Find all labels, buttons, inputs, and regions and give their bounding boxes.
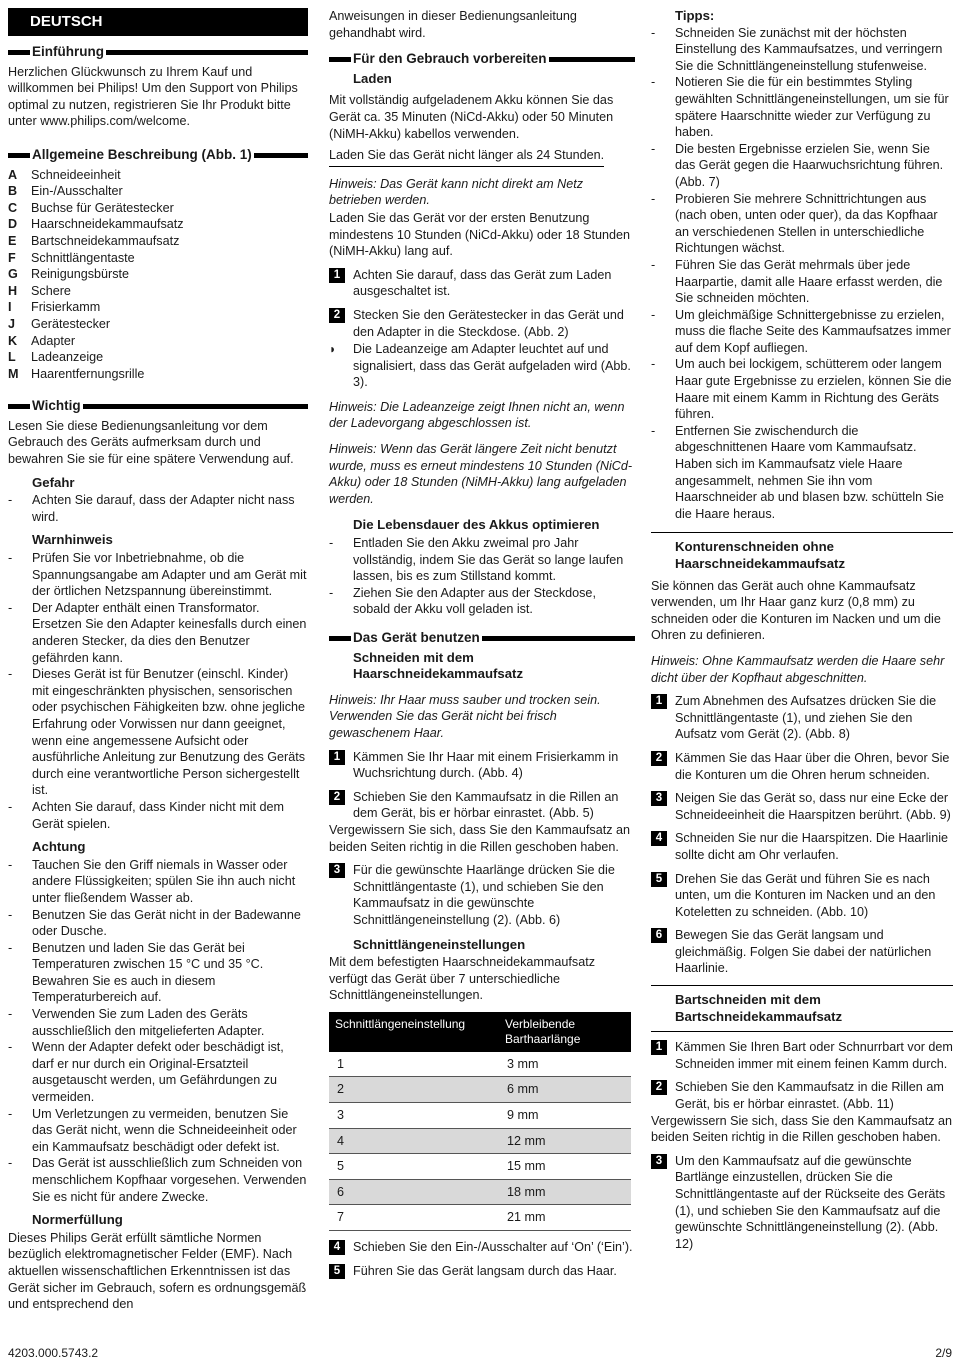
step-number: 4 — [651, 831, 667, 846]
step-text: Schieben Sie den Kammaufsatz in die Rillen am Gerät, bis er hörbar einrastet. (Abb. 11) — [675, 1080, 944, 1112]
setting-cell: 7 — [329, 1205, 499, 1231]
step-text: Kämmen Sie Ihren Bart oder Schnurrbart vor dem Schneiden immer mit einem feinen Kamm durch. — [675, 1040, 953, 1071]
continued-text: Anweisungen in dieser Bedienungsanleitung gehandhabt wird. — [329, 9, 577, 40]
language-heading: DEUTSCH — [8, 8, 308, 36]
list-item: - Achten Sie darauf, dass Kinder nicht mit dem Gerät spielen. — [8, 799, 308, 832]
part-item — [8, 233, 308, 250]
part-label: Ladeanzeige — [31, 350, 104, 365]
note-no-comb: Hinweis: Ohne Kammaufsatz werden die Haare sehr dicht über der Kopfhaut abgeschnitten. — [651, 653, 945, 685]
setting-cell: 4 — [329, 1128, 499, 1154]
use-heading: Das Gerät benutzen — [329, 630, 635, 647]
list-item: - Um auch bei lockigem, schütterem oder langem Haar gute Ergebnisse zu erzielen, können Sie die Haare mit einem Kamm in Richtung des Geräts führen. — [651, 356, 953, 422]
list-item: - Führen Sie das Gerät mehrmals über jede Haarpartie, damit alle Haare erfasst werden, die Sie schneiden möchten. — [651, 257, 953, 307]
part-item — [8, 183, 308, 200]
list-item: - Entladen Sie den Akku zweimal pro Jahr vollständig, indem Sie das Gerät so lange laufen lassen, bis es zum Stillstand kommt. — [329, 535, 635, 585]
step-number: 6 — [651, 928, 667, 943]
step-number: 3 — [651, 791, 667, 806]
table-row — [329, 1154, 631, 1180]
step-text: Bewegen Sie das Gerät langsam und gleichmäßig. Folgen Sie dabei der natürlichen Haarlinie. — [675, 928, 932, 976]
setting-cell: 2 — [329, 1077, 499, 1103]
part-label: Buchse für Gerätestecker — [31, 200, 174, 215]
part-item — [8, 366, 308, 383]
part-letter: I — [8, 300, 12, 315]
warning-list — [8, 550, 308, 832]
part-label: Haarschneidekammaufsatz — [31, 217, 184, 232]
list-item: - Verwenden Sie zum Laden des Geräts ausschließlich den mitgelieferten Adapter. — [8, 1006, 308, 1039]
step-number: 2 — [651, 751, 667, 766]
step-item — [651, 871, 953, 921]
part-item — [8, 316, 308, 333]
part-letter: G — [8, 267, 18, 282]
note-recharge: Hinweis: Wenn das Gerät längere Zeit nicht benutzt wurde, muss es erneut mindestens 10 Stunden (NiCd-Akku) oder 18 Stunden (NiMH-Akku) lang aufgeladen werden. — [329, 442, 633, 506]
beard-steps — [651, 1039, 953, 1112]
part-letter: C — [8, 200, 18, 215]
divider — [651, 985, 953, 986]
document-code: 4203.000.5743.2 — [8, 1346, 99, 1360]
emf-heading: Normerfüllung — [32, 1212, 123, 1228]
part-label: Frisierkamm — [31, 300, 101, 315]
part-label: Gerätestecker — [31, 316, 111, 331]
list-item: - Um gleichmäßige Schnittergebnisse zu erzielen, muss die flache Seite des Kammaufsatzes immer auf dem Kopf aufliegen. — [651, 307, 953, 357]
list-item: - Benutzen Sie das Gerät nicht in der Badewanne oder Dusche. — [8, 907, 308, 940]
setting-cell: 3 — [329, 1103, 499, 1129]
step-item — [329, 267, 635, 300]
important-text: Lesen Sie diese Bedienungsanleitung vor dem Gebrauch des Geräts aufmerksam durch und bewahren Sie sie für eine spätere Verwendung auf. — [8, 418, 294, 467]
cutting-steps — [329, 749, 635, 822]
step-item — [651, 1079, 953, 1112]
table-row — [329, 1128, 631, 1154]
charging-warning: Laden Sie das Gerät nicht länger als 24 Stunden. — [329, 147, 604, 167]
page-footer — [8, 1345, 952, 1362]
intro-text: Herzlichen Glückwunsch zu Ihrem Kauf und willkommen bei Philips! Um den Support von Philips optimal zu nutzen, registrieren Sie Ihr Produkt bitte unter www.philips.com/welcome. — [8, 64, 298, 129]
part-letter: J — [8, 316, 16, 331]
battery-heading: Die Lebensdauer des Akkus optimieren — [353, 517, 600, 533]
table-row — [329, 1077, 631, 1103]
part-letter: L — [8, 350, 16, 365]
part-item — [8, 167, 308, 184]
list-item: - Ziehen Sie den Adapter aus der Steckdose, sobald der Akku voll geladen ist. — [329, 585, 635, 618]
table-row — [329, 1052, 631, 1077]
column-3 — [651, 8, 953, 1252]
step-item — [651, 693, 953, 743]
list-item: - Tauchen Sie den Griff niemals in Wasser oder andere Flüssigkeiten; spülen Sie ihn auch nicht unter fließendem Wasser ab. — [8, 857, 308, 907]
step-item — [329, 1239, 635, 1256]
step-item — [329, 749, 635, 782]
step-number: 5 — [651, 872, 667, 887]
step-text: Neigen Sie das Gerät so, dass nur eine Ecke der Schneideeinheit die Haarspitzen berührt. (Abb. 9) — [675, 791, 951, 822]
step-item — [329, 789, 635, 822]
step-item — [651, 750, 953, 783]
charging-heading: Laden — [353, 70, 392, 86]
tips-heading: Tipps: — [675, 8, 715, 23]
step-text: Schieben Sie den Kammaufsatz in die Rillen an dem Gerät, bis er hörbar einrastet. (Abb. 5) — [353, 789, 619, 821]
danger-list — [8, 492, 308, 525]
length-cell: 18 mm — [499, 1179, 631, 1205]
first-charge-text: Laden Sie das Gerät vor der ersten Benutzung mindestens 10 Stunden (NiCd-Akku) oder 18 Stunden (NiMH-Akku) lang auf. — [329, 210, 631, 259]
warning-heading: Warnhinweis — [32, 532, 113, 548]
length-cell: 12 mm — [499, 1128, 631, 1154]
part-item — [8, 283, 308, 300]
parts-list — [8, 167, 308, 383]
step-item — [329, 307, 635, 340]
list-item: - Wenn der Adapter defekt oder beschädigt ist, darf er nur durch ein Original-Ersatzteil ausgetauscht werden, um Gefährdungen zu vermeiden. — [8, 1039, 308, 1105]
table-header-length: Verbleibende Barthaarlänge — [499, 1012, 631, 1052]
part-item — [8, 266, 308, 283]
step-number: 1 — [651, 1040, 667, 1055]
settings-table — [329, 1012, 631, 1231]
part-letter: H — [8, 283, 18, 298]
cutting-step-3: 3 Für die gewünschte Haarlänge drücken Sie die Schnittlängentaste (1), und schieben Sie den Kammaufsatz in die gewünschte Schnittlängeneinstellung (2). (Abb. 6) — [329, 862, 635, 928]
list-item: - Das Gerät ist ausschließlich zum Schneiden von menschlichem Kopfhaar vorgesehen. Verwenden Sie es nicht für andere Zwecke. — [8, 1155, 308, 1205]
part-item — [8, 333, 308, 350]
part-letter: M — [8, 366, 19, 381]
table-header-setting: Schnittlängeneinstellung — [329, 1012, 499, 1052]
danger-heading: Gefahr — [32, 474, 75, 490]
step-text: Kämmen Sie Ihr Haar mit einem Frisierkamm in Wuchsrichtung durch. (Abb. 4) — [353, 749, 619, 781]
step-text: Schneiden Sie nur die Haarspitzen. Die Haarlinie sollte dicht am Ohr verlaufen. — [675, 831, 949, 862]
part-letter: K — [8, 333, 18, 348]
length-cell: 3 mm — [499, 1052, 631, 1077]
beard-heading: Bartschneiden mit dem Bartschneidekammaufsatz — [675, 992, 843, 1024]
note-hair-clean: Hinweis: Ihr Haar muss sauber und trocken sein. Verwenden Sie das Gerät nicht bei frisch gewaschenem Haar. — [329, 692, 601, 740]
part-label: Haarentfernungsrille — [31, 366, 145, 381]
list-item: - Achten Sie darauf, dass der Adapter nicht nass wird. — [8, 492, 308, 525]
length-cell: 6 mm — [499, 1077, 631, 1103]
caution-heading: Achtung — [32, 839, 86, 855]
emf-text: Dieses Philips Gerät erfüllt sämtliche Normen bezüglich elektromagnetischer Felder (EMF). Nach aktuellen wissenschaftlichen Erkenntnissen ist das Gerät sicher im Gebrauch, sofern es ordnungsgemäß und entsprechend den — [8, 1230, 307, 1312]
step-number: 2 — [329, 790, 345, 805]
contour-steps — [651, 693, 953, 977]
step-number: 2 — [329, 308, 345, 323]
step-item — [651, 830, 953, 863]
length-cell: 21 mm — [499, 1205, 631, 1231]
part-label: Adapter — [31, 333, 76, 348]
step-text: Drehen Sie das Gerät und führen Sie es nach unten, um die Konturen im Nacken und an den Koteletten zu schneiden. (Abb. 10) — [675, 871, 936, 919]
part-letter: F — [8, 250, 16, 265]
list-item: - Notieren Sie die für ein bestimmtes Styling gewählten Schnittlängeneinstellungen, um sie für spätere Haarschnitte wieder zur Verfügung zu haben. — [651, 74, 953, 140]
step-text: Stecken Sie den Gerätestecker in das Gerät und den Adapter in die Steckdose. (Abb. 2) — [353, 307, 624, 339]
setting-cell: 1 — [329, 1052, 499, 1077]
table-row — [329, 1205, 631, 1231]
length-cell: 15 mm — [499, 1154, 631, 1180]
length-cell: 9 mm — [499, 1103, 631, 1129]
step-text: Kämmen Sie das Haar über die Ohren, bevor Sie die Konturen um die Ohren herum schneiden. — [675, 750, 950, 782]
indicator-icon: ◗ — [329, 342, 337, 357]
step-text: Schieben Sie den Ein-/Ausschalter auf ‘On’ (‘Ein’). — [353, 1240, 633, 1255]
settings-text: Mit dem befestigten Haarschneidekammaufsatz verfügt das Gerät über 7 unterschiedliche Schnittlängeneinstellungen. — [329, 955, 595, 1003]
beard-step-3: 3 Um den Kammaufsatz auf die gewünschte Bartlänge einzustellen, drücken Sie die Schnittlängentaste auf der Rückseite des Geräts (1), und schieben Sie den Kammaufsatz auf die gewünschte Schnittlängeneinstellung (2). (Abb. 12) — [651, 1153, 953, 1253]
step-text: Achten Sie darauf, dass das Gerät zum Laden ausgeschaltet ist. — [353, 267, 612, 299]
part-letter: B — [8, 184, 18, 199]
table-row — [329, 1179, 631, 1205]
cut-heading: Schneiden mit dem Haarschneidekammaufsatz — [353, 649, 524, 682]
step-number: 2 — [651, 1080, 667, 1095]
note-direct-power: Hinweis: Das Gerät kann nicht direkt am Netz betrieben werden. — [329, 176, 584, 208]
step-item — [651, 1039, 953, 1072]
part-item — [8, 216, 308, 233]
important-heading: Wichtig — [8, 398, 308, 415]
list-item: - Um Verletzungen zu vermeiden, benutzen Sie das Gerät nicht, wenn die Schneideeinheit oder ein Kammaufsatz beschädigt oder defekt ist. — [8, 1106, 308, 1156]
general-heading: Allgemeine Beschreibung (Abb. 1) — [8, 147, 308, 164]
part-label: Ein-/Ausschalter — [31, 184, 123, 199]
divider — [651, 1031, 953, 1032]
caution-list — [8, 857, 308, 1205]
charging-steps — [329, 267, 635, 340]
note-indicator: Hinweis: Die Ladeanzeige zeigt Ihnen nicht an, wenn der Ladevorgang abgeschlossen ist. — [329, 399, 625, 431]
list-item: - Der Adapter enthält einen Transformator. Ersetzen Sie den Adapter keinesfalls durch einen anderen Stecker, da dies den Benutzer gefährden kann. — [8, 600, 308, 666]
step-number: 4 — [329, 1240, 345, 1255]
part-item — [8, 349, 308, 366]
step-number: 1 — [651, 694, 667, 709]
battery-list — [329, 535, 635, 618]
part-label: Bartschneidekammaufsatz — [31, 233, 180, 248]
tips-list — [651, 25, 953, 523]
divider — [651, 532, 953, 533]
step-number: 1 — [329, 750, 345, 765]
contour-text: Sie können das Gerät auch ohne Kammaufsatz verwenden, um Ihr Haar ganz kurz (0,8 mm) zu schneiden oder die Konturen im Nacken und um die Ohren zu definieren. — [651, 578, 941, 643]
part-label: Reinigungsbürste — [31, 267, 130, 282]
step-item — [651, 790, 953, 823]
cut-check-text: Vergewissern Sie sich, dass Sie den Kammaufsatz an beiden Seiten richtig in die Rillen geschoben haben. — [329, 822, 631, 854]
list-item: - Schneiden Sie zunächst mit der höchsten Einstellung des Kammaufsatzes, und verringern Sie die Schnittlängeneinstellung stufenweise. — [651, 25, 953, 75]
part-letter: D — [8, 217, 18, 232]
charging-text: Mit vollständig aufgeladenem Akku können Sie das Gerät ca. 35 Minuten (NiCd-Akku) oder 50 Minuten (NiMH-Akku) kabellos verwenden. — [329, 93, 614, 141]
page-number: 2/9 — [935, 1346, 952, 1360]
list-item: - Probieren Sie mehrere Schnittrichtungen aus (nach oben, unten oder quer), da das Kopfhaar an verschiedenen Stellen in unterschiedliche Richtungen wächst. — [651, 191, 953, 257]
step-number: 5 — [329, 1264, 345, 1279]
step-text: Zum Abnehmen des Aufsatzes drücken Sie die Schnittlängentaste (1), und ziehen Sie den Aufsatz vom Gerät (2). (Abb. 8) — [675, 694, 937, 742]
column-1 — [8, 8, 308, 1314]
part-item — [8, 200, 308, 217]
part-label: Schere — [31, 283, 71, 298]
settings-heading: Schnittlängeneinstellungen — [353, 936, 526, 952]
table-row — [329, 1103, 631, 1129]
beard-check-text: Vergewissern Sie sich, dass Sie den Kammaufsatz an beiden Seiten richtig in die Rillen geschoben haben. — [651, 1113, 953, 1145]
list-item: - Die besten Ergebnisse erzielen Sie, wenn Sie das Gerät gegen die Haarwuchsrichtung führen. (Abb. 7) — [651, 141, 953, 191]
part-letter: E — [8, 233, 17, 248]
step-item — [329, 1263, 635, 1280]
part-item — [8, 250, 308, 267]
charge-indicator-step: ◗ Die Ladeanzeige am Adapter leuchtet auf und signalisiert, dass das Gerät aufgeladen wird (Abb. 3). — [329, 342, 631, 390]
list-item: - Dieses Gerät ist für Benutzer (einschl. Kinder) mit eingeschränkten physischen, sensorischen oder psychischen Fähigkeiten bzw. ohne jegliche Erfahrung oder Vorwissen nur dann geeignet, wenn eine angemessene Aufsicht oder ausführliche Anleitung zur Benutzung des Geräts durch eine verantwortliche Person sichergestellt ist. — [8, 666, 308, 799]
setting-cell: 6 — [329, 1179, 499, 1205]
part-label: Schnittlängentaste — [31, 250, 135, 265]
step-text: Führen Sie das Gerät langsam durch das Haar. — [353, 1263, 617, 1278]
setting-cell: 5 — [329, 1154, 499, 1180]
list-item: - Benutzen und laden Sie das Gerät bei Temperaturen zwischen 15 °C und 35 °C. Bewahren Sie es auch in diesem Temperaturbereich auf. — [8, 940, 308, 1006]
list-item: - Prüfen Sie vor Inbetriebnahme, ob die Spannungsangabe am Adapter und am Gerät mit der örtlichen Netzspannung übereinstimmt. — [8, 550, 308, 600]
list-item: - Entfernen Sie zwischendurch die abgeschnittenen Haare vom Kammaufsatz. Haben sich im Kammaufsatz viele Haare angesammelt, nehmen Sie ihn vom Haarschneider ab und blasen bzw. schütteln Sie die Haare heraus. — [651, 423, 953, 523]
step-number: 1 — [329, 268, 345, 283]
part-item — [8, 299, 308, 316]
column-2 — [329, 8, 635, 1279]
part-label: Schneideeinheit — [31, 167, 121, 182]
step-item — [651, 927, 953, 977]
part-letter: A — [8, 167, 18, 182]
prepare-heading: Für den Gebrauch vorbereiten — [329, 51, 635, 68]
intro-heading: Einführung — [8, 44, 308, 61]
contour-heading: Konturenschneiden ohne Haarschneidekammaufsatz — [675, 539, 846, 571]
final-steps — [329, 1239, 635, 1279]
